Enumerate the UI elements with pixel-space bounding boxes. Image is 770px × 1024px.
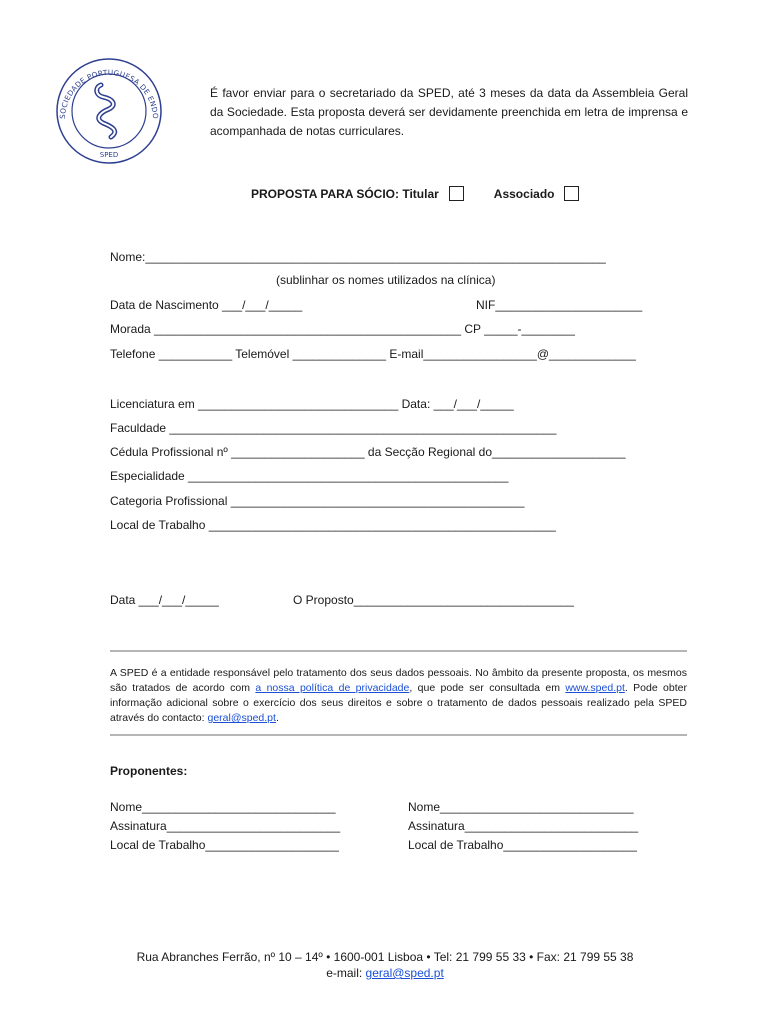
privacy-text-1: A SPED é a entidade responsável pelo tratamento dos seus dados pessoais. No âmbito da presente proposta, os mesmos são tratados de acordo com [110,667,687,694]
proposta-row [251,186,591,201]
nif-field[interactable]: NIF______________________ [476,298,643,312]
especialidade-field[interactable]: Especialidade ________________________________________________ [110,469,509,483]
proponente2-assinatura[interactable]: Assinatura__________________________ [408,819,639,833]
footer-email-link[interactable]: geral@sped.pt [365,966,444,980]
privacy-policy-link[interactable]: a nossa política de privacidade [255,682,410,694]
proposto-field[interactable]: O Proposto_________________________________ [293,593,574,607]
logo-ring-text: SOCIEDADE PORTUGUESA DE ENDO [57,67,161,120]
proponente1-nome[interactable]: Nome_____________________________ [110,800,336,814]
associado-label: Associado [493,186,555,201]
privacy-text-3: . Pode obter informação adicional sobre o exercício dos seus direitos e sobre o tratamento de dados pessoais realizado pela SPED através do contacto: [110,682,687,724]
sped-seal-icon [51,57,167,165]
divider-bottom [110,734,687,736]
privacy-text-2: , que pode ser consultada em [409,682,566,694]
footer-email-label: e-mail: [326,966,366,980]
local-trabalho-field[interactable]: Local de Trabalho ____________________________________________________ [110,518,556,532]
proponente1-local[interactable]: Local de Trabalho____________________ [110,838,339,852]
titular-checkbox[interactable] [449,186,464,201]
proponente2-nome[interactable]: Nome_____________________________ [408,800,634,814]
footer-address: Rua Abranches Ferrão, nº 10 – 14º • 1600-001 Lisboa • Tel: 21 799 55 33 • Fax: 21 799 55 38 [136,950,634,964]
morada-field[interactable]: Morada ______________________________________________ CP _____-________ [110,322,575,336]
cedula-field[interactable]: Cédula Profissional nº ____________________ da Secção Regional do____________________ [110,445,626,459]
licenciatura-field[interactable]: Licenciatura em ______________________________ Data: ___/___/_____ [110,397,514,411]
telefone-field[interactable]: Telefone ___________ Telemóvel ______________ E-mail_________________@_____________ [110,347,636,361]
privacy-notice [110,666,687,726]
divider-top [110,650,687,652]
proponente2-local[interactable]: Local de Trabalho____________________ [408,838,637,852]
faculdade-field[interactable]: Faculdade __________________________________________________________ [110,421,557,435]
sublinhar-note: (sublinhar os nomes utilizados na clínica) [276,273,496,287]
logo-abbr: SPED [99,151,119,159]
sped-logo [51,57,167,165]
categoria-field[interactable]: Categoria Profissional ____________________________________________ [110,494,525,508]
nascimento-field[interactable]: Data de Nascimento ___/___/_____ [110,298,303,312]
associado-checkbox[interactable] [564,186,579,201]
proposta-label: PROPOSTA PARA SÓCIO: Titular [251,186,439,201]
privacy-text-4: . [275,712,279,724]
data-field[interactable]: Data ___/___/_____ [110,593,219,607]
contact-email-link[interactable]: geral@sped.pt [207,712,276,724]
intro-text: É favor enviar para o secretariado da SPED, até 3 meses da data da Assembleia Geral da Sociedade. Esta proposta deverá ser devidamente preenchida em letra de imprensa e acompanhada de notas curriculares. [210,86,688,138]
proponente1-assinatura[interactable]: Assinatura__________________________ [110,819,341,833]
nome-field[interactable]: Nome:_____________________________________________________________________ [110,250,606,264]
footer-email-row [0,966,770,980]
proponentes-title: Proponentes: [110,764,188,778]
website-link[interactable]: www.sped.pt [565,682,625,694]
